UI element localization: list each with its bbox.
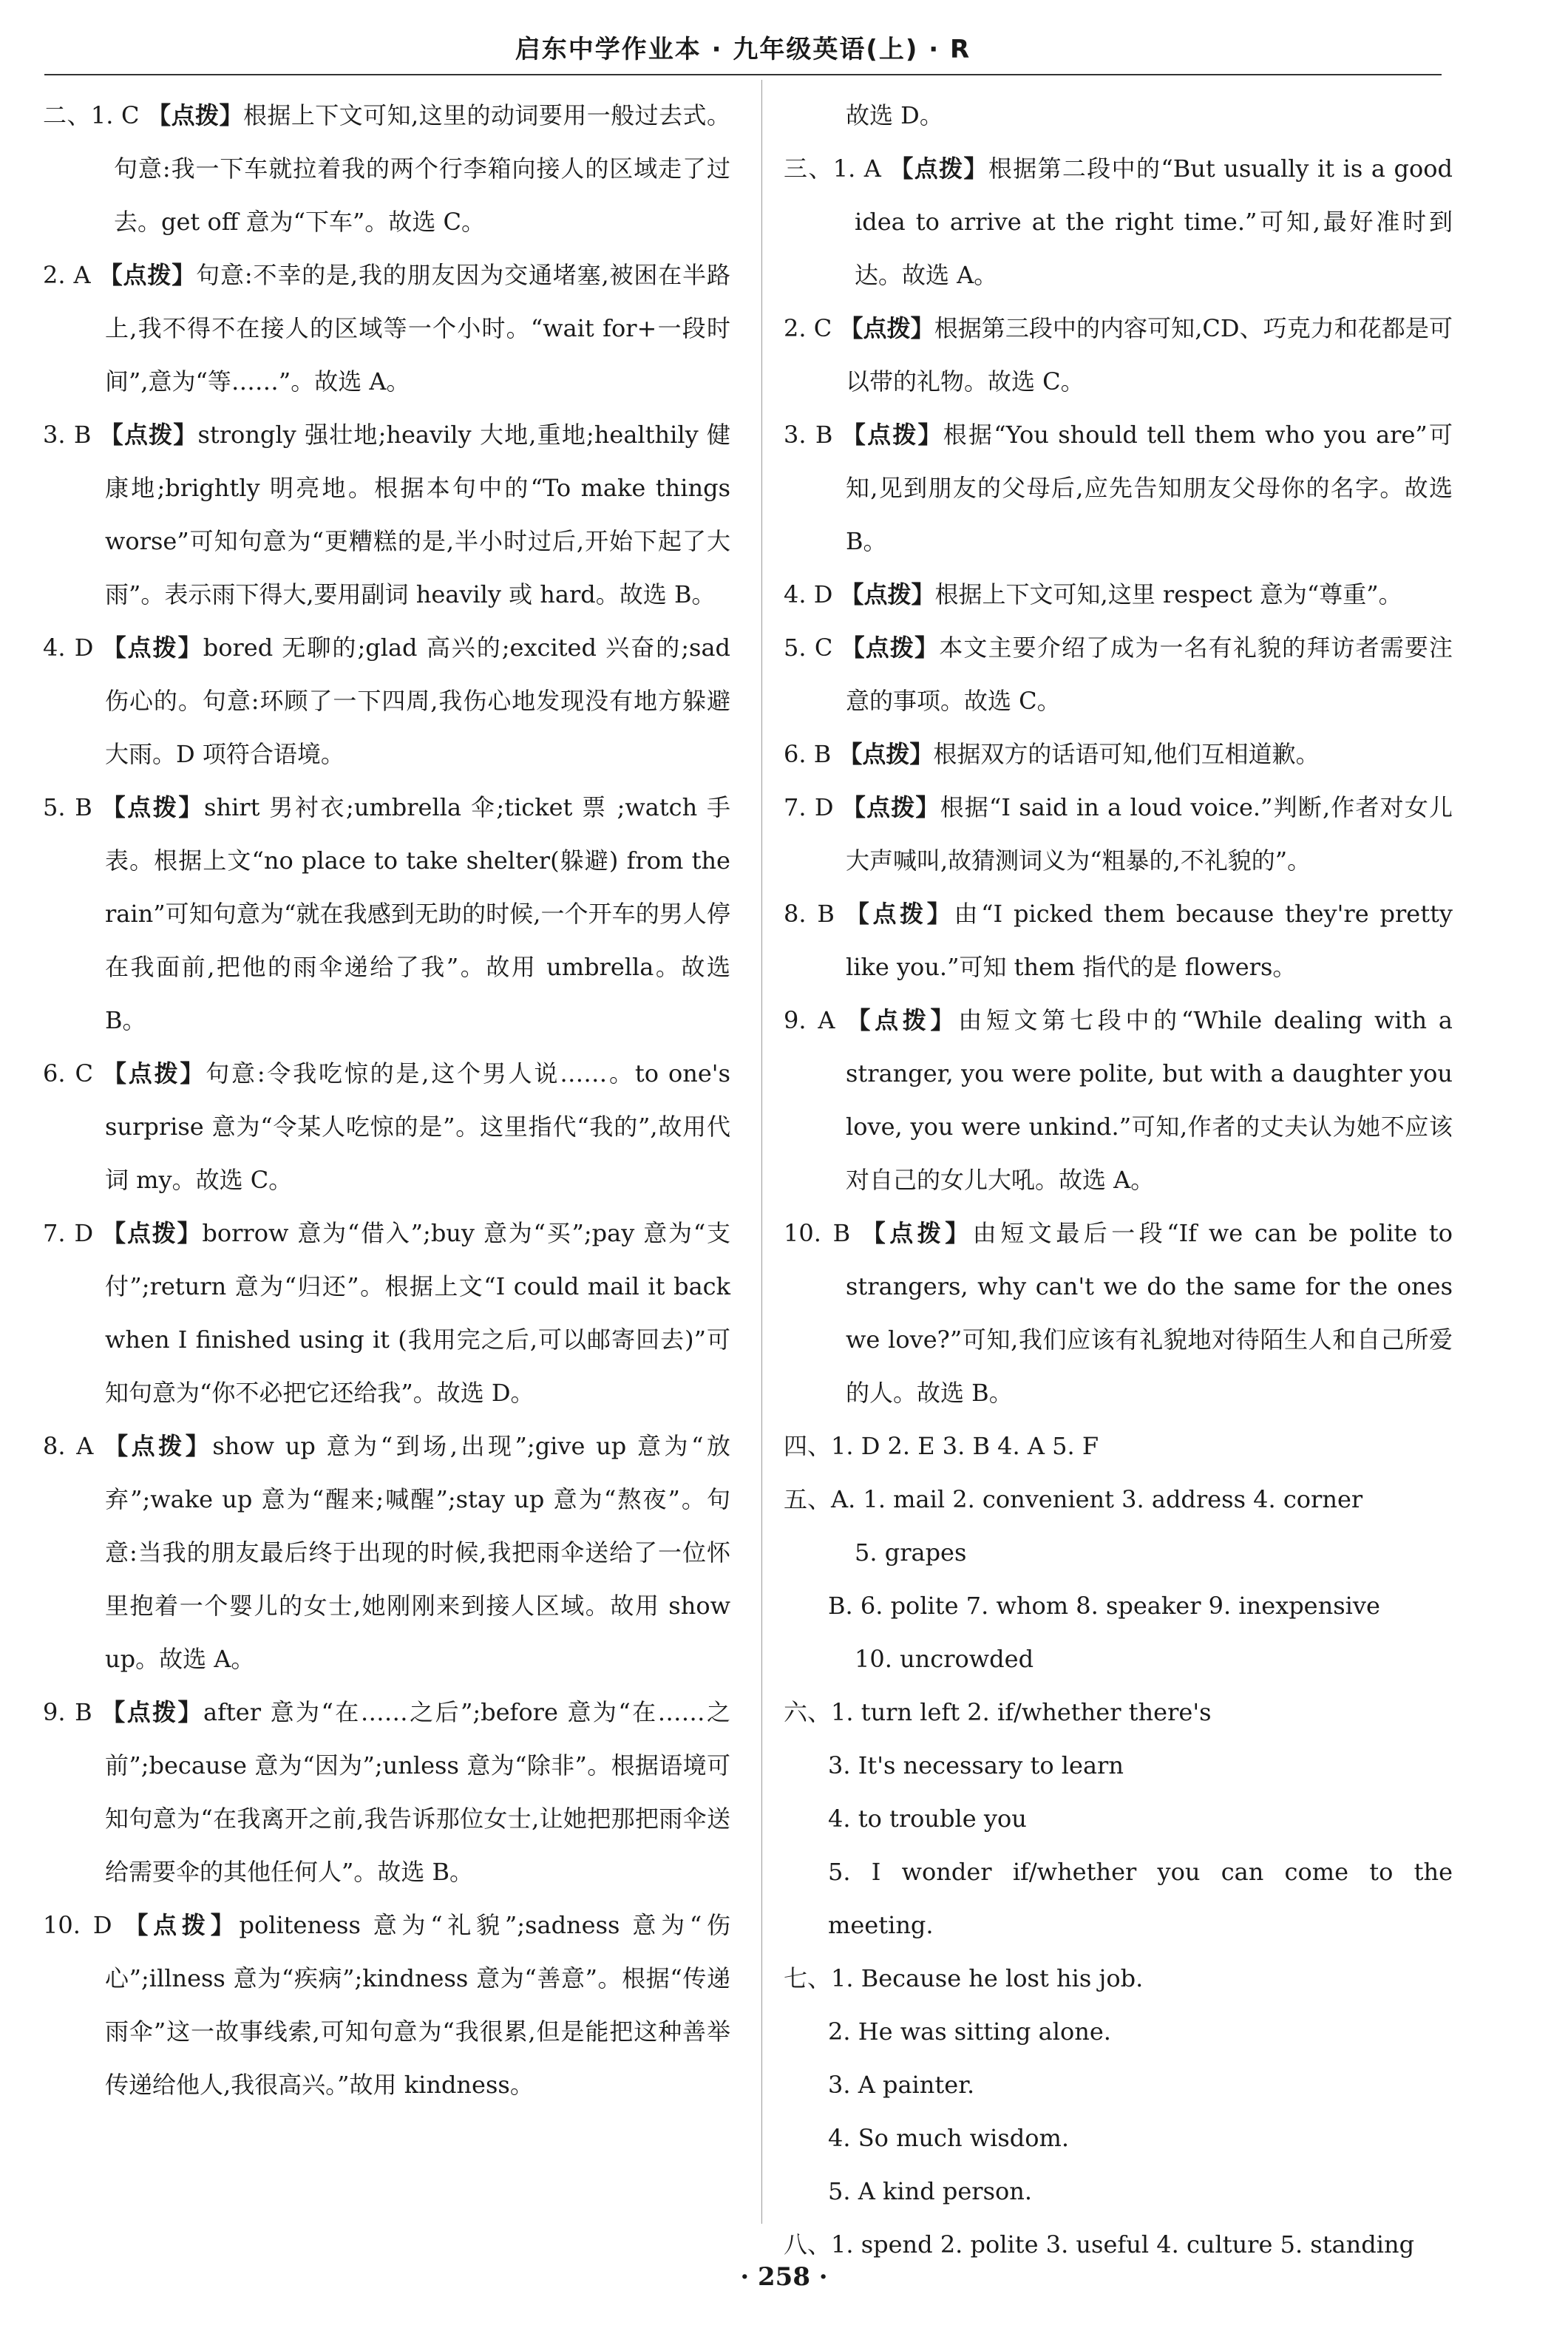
answer-number: 10. D [43, 1911, 112, 1939]
tip-label: 【点拨】 [838, 740, 934, 768]
answer-2-6 [43, 1047, 730, 1207]
section-5b-answers-cont: 10. uncrowded [855, 1645, 1034, 1673]
answer-number: 5. C [784, 634, 833, 662]
column-divider [761, 80, 762, 2224]
answer-text: 根据“I said in a loud voice.”判断,作者对女儿大声喊叫,故猜测词义为“粗暴的,不礼貌的”。 [846, 793, 1453, 875]
header-divider [44, 74, 1442, 75]
answer-number: 5. B [43, 793, 92, 821]
tip-label: 【点拨】 [846, 1006, 959, 1034]
tip-label: 【点拨】 [102, 1219, 203, 1247]
answer-text: bored 无聊的;glad 高兴的;excited 兴奋的;sad 伤心的。句意:环顾了一下四周,我伤心地发现没有地方躲避大雨。D 项符合语境。 [105, 634, 731, 768]
section-8-answers: 八、1. spend 2. polite 3. useful 4. culture 5. standing [784, 2230, 1415, 2259]
tip-label: 【点拨】 [841, 421, 943, 449]
tip-label: 【点拨】 [124, 1911, 240, 1939]
answer-text: shirt 男衬衣;umbrella 伞;ticket 票 ;watch 手表。根据上文“no place to take shelter(躲避) from the rain”可知句意为“就在我感到无助的时候,一个开车的男人停在我面前,把他的雨伞递给了我”。故用 umbrella。故选 B。 [105, 793, 730, 1034]
answer-2-1 [43, 89, 730, 248]
left-column [43, 89, 730, 2111]
answer-number: 9. B [43, 1698, 92, 1726]
answer-number: 7. D [784, 793, 834, 821]
answer-text: 根据第三段中的内容可知,CD、巧克力和花都是可以带的礼物。故选 C。 [846, 314, 1453, 396]
answer-3-5 [784, 621, 1453, 727]
page-header: 启东中学作业本 · 九年级英语(上) · R [515, 35, 971, 64]
answer-2-10 [43, 1898, 730, 2111]
answer-3-4 [784, 568, 1453, 621]
answer-text: show up 意为“到场,出现”;give up 意为“放弃”;wake up 意为“醒来;喊醒”;stay up 意为“熬夜”。句意:当我的朋友最后终于出现的时候,我把雨伞送给了一位怀里抱着一个婴儿的女士,她刚刚来到接人区域。故用 show up。故选 A。 [105, 1432, 730, 1673]
answer-3-2 [784, 302, 1453, 408]
section-7-answer-5: 5. A kind person. [828, 2177, 1033, 2205]
tip-label: 【点拨】 [101, 1698, 203, 1726]
tip-label: 【点拨】 [104, 1432, 213, 1460]
tip-label: 【点拨】 [98, 261, 197, 289]
answer-2-5 [43, 781, 730, 1047]
page-number: · 258 · [740, 2262, 828, 2292]
answer-2-4 [43, 621, 730, 781]
answer-3-1 [784, 142, 1453, 302]
answer-3-10 [784, 1207, 1453, 1419]
answer-number: 10. B [784, 1219, 851, 1247]
answer-3-6 [784, 727, 1453, 781]
tip-label: 【点拨】 [861, 1219, 973, 1247]
answer-number: 4. D [784, 580, 833, 608]
tip-label: 【点拨】 [99, 421, 198, 449]
section-4-answers: 四、1. D 2. E 3. B 4. A 5. F [784, 1432, 1099, 1460]
answer-2-8 [43, 1419, 730, 1686]
answer-number: 4. D [43, 634, 94, 662]
tip-label: 【点拨】 [841, 793, 940, 821]
answer-number: 3. B [784, 421, 833, 449]
answer-3-7 [784, 781, 1453, 887]
section-5a-answers: 五、A. 1. mail 2. convenient 3. address 4. corner [784, 1485, 1363, 1513]
answer-number: 8. A [43, 1432, 94, 1460]
answer-text: borrow 意为“借入”;buy 意为“买”;pay 意为“支付”;return 意为“归还”。根据上文“I could mail it back when I finished using it (我用完之后,可以邮寄回去)”可知句意为“你不必把它还给我”。故选 D。 [105, 1219, 731, 1407]
answer-text: 本文主要介绍了成为一名有礼貌的拜访者需要注意的事项。故选 C。 [846, 634, 1453, 715]
tip-label: 【点拨】 [102, 634, 203, 662]
answer-text: 由“I picked them because they're pretty like you.”可知 them 指代的是 flowers。 [846, 900, 1453, 981]
tip-label: 【点拨】 [889, 155, 988, 183]
answer-number: 6. B [784, 740, 832, 768]
answer-text: 根据“You should tell them who you are”可知,见到朋友的父母后,应先告知朋友父母你的名字。故选 B。 [846, 421, 1453, 555]
right-column [784, 89, 1453, 2271]
answer-text: 根据第二段中的“But usually it is a good idea to arrive at the right time.”可知,最好准时到达。故选 A。 [855, 155, 1453, 289]
section-6-answer-3: 3. It's necessary to learn [828, 1751, 1124, 1779]
tip-label: 【点拨】 [845, 900, 954, 928]
answer-3-3 [784, 408, 1453, 568]
section-6-answer-1: 六、1. turn left 2. if/whether there's [784, 1698, 1212, 1726]
answer-number: 6. C [43, 1059, 93, 1087]
section-7-answer-1: 七、1. Because he lost his job. [784, 1964, 1144, 1992]
answer-text: 根据双方的话语可知,他们互相道歉。 [933, 740, 1320, 768]
section-5a-answers-cont: 5. grapes [855, 1538, 967, 1567]
tip-label: 【点拨】 [147, 101, 243, 129]
tip-label: 【点拨】 [839, 314, 934, 342]
answer-number: 三、1. A [784, 155, 881, 183]
answer-number: 3. B [43, 421, 92, 449]
answer-number: 2. C [784, 314, 832, 342]
answer-2-2 [43, 248, 730, 408]
tip-label: 【点拨】 [840, 580, 935, 608]
answer-number: 二、1. C [43, 101, 140, 129]
tip-label: 【点拨】 [841, 634, 940, 662]
section-7-answer-3: 3. A painter. [828, 2071, 975, 2099]
tip-label: 【点拨】 [102, 1059, 206, 1087]
answer-text: 由短文最后一段“If we can be polite to strangers, why can't we do the same for the ones we love?”可知,我们应该有礼貌地对待陌生人和自己所爱的人。故选 B。 [846, 1219, 1453, 1407]
answer-3-9 [784, 994, 1453, 1207]
answer-text: 由短文第七段中的“While dealing with a stranger, you were polite, but with a daughter you love, you were unkind.”可知,作者的丈夫认为她不应该对自己的女儿大吼。故选 A。 [846, 1006, 1453, 1194]
answer-number: 2. A [43, 261, 91, 289]
answer-text: 根据上下文可知,这里的动词要用一般过去式。句意:我一下车就拉着我的两个行李箱向接人的区域走了过去。get off 意为“下车”。故选 C。 [114, 101, 730, 236]
answer-number: 7. D [43, 1219, 94, 1247]
answer-2-7 [43, 1207, 730, 1419]
answer-3-8 [784, 887, 1453, 994]
answer-text: 句意:不幸的是,我的朋友因为交通堵塞,被困在半路上,我不得不在接人的区域等一个小时。“wait for+一段时间”,意为“等……”。故选 A。 [105, 261, 730, 396]
answer-text: politeness 意为“礼貌”;sadness 意为“伤心”;illness 意为“疾病”;kindness 意为“善意”。根据“传递雨伞”这一故事线索,可知句意为“我很累,但是能把这种善举传递给他人,我很高兴。”故用 kindness。 [105, 1911, 730, 2099]
answer-2-3 [43, 408, 730, 621]
section-6-answer-5: 5. I wonder if/whether you can come to the meeting. [828, 1858, 1453, 1939]
answer-number: 9. A [784, 1006, 835, 1034]
section-7-answer-2: 2. He was sitting alone. [828, 2017, 1111, 2046]
section-7-answer-4: 4. So much wisdom. [828, 2124, 1070, 2152]
answer-text: 根据上下文可知,这里 respect 意为“尊重”。 [934, 580, 1402, 608]
tip-label: 【点拨】 [101, 793, 205, 821]
answer-2-9 [43, 1686, 730, 1898]
answer-number: 8. B [784, 900, 835, 928]
answer-text: strongly 强壮地;heavily 大地,重地;healthily 健康地;brightly 明亮地。根据本句中的“To make things worse”可知句意为“更糟糕的是,半小时过后,开始下起了大雨”。表示雨下得大,要用副词 heavily 或 hard。故选 B。 [105, 421, 731, 608]
answer-text: 句意:令我吃惊的是,这个男人说……。to one's surprise 意为“令某人吃惊的是”。这里指代“我的”,故用代词 my。故选 C。 [105, 1059, 730, 1194]
section-6-answer-4: 4. to trouble you [828, 1805, 1027, 1833]
answer-text: after 意为“在……之后”;before 意为“在……之前”;because 意为“因为”;unless 意为“除非”。根据语境可知句意为“在我离开之前,我告诉那位女士,让她把那把雨伞送给需要伞的其他任何人”。故选 B。 [105, 1698, 731, 1886]
answer-continuation: 故选 D。 [846, 101, 943, 129]
section-5b-answers: B. 6. polite 7. whom 8. speaker 9. inexpensive [828, 1592, 1380, 1620]
